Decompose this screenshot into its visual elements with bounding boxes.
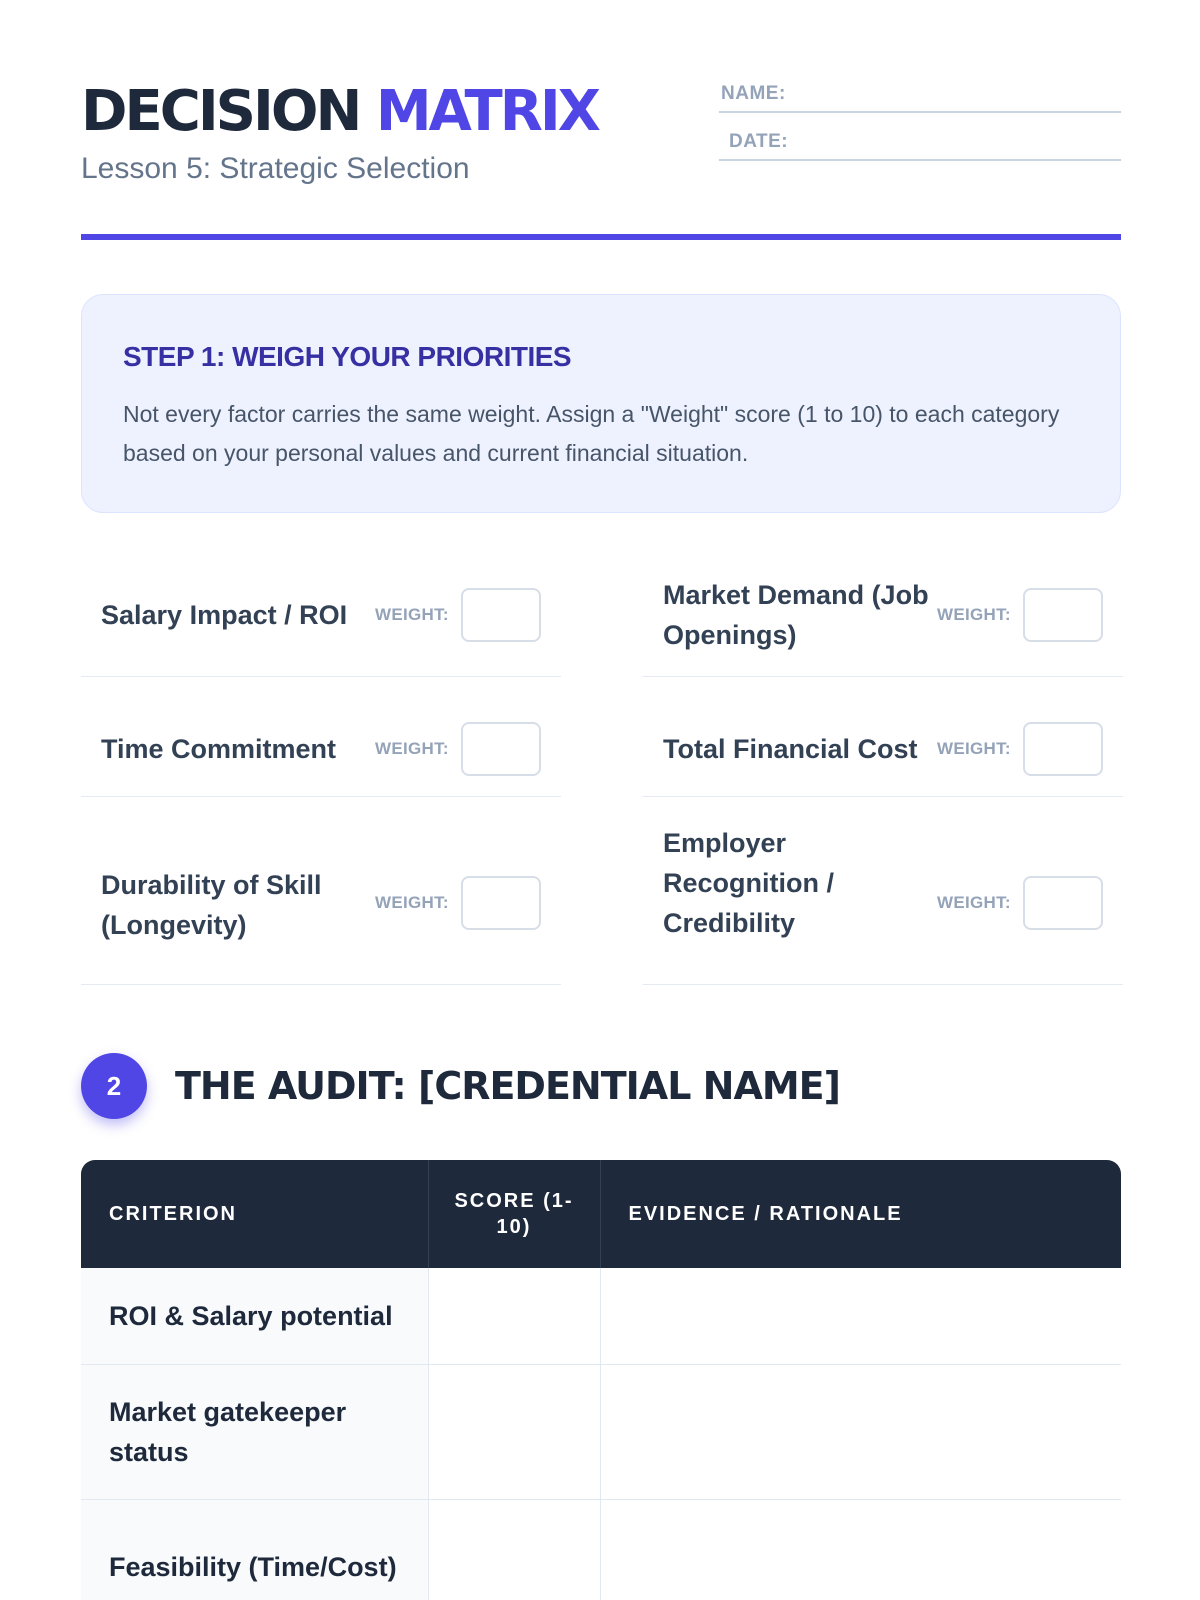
column-header-score: SCORE (1-10) <box>428 1160 600 1268</box>
step1-title: STEP 1: WEIGH YOUR PRIORITIES <box>123 341 572 372</box>
header-divider <box>81 234 1121 240</box>
score-cell[interactable] <box>428 1364 600 1499</box>
table-row <box>81 1364 1121 1499</box>
date-field[interactable] <box>719 125 1121 161</box>
weight-row-salary <box>81 567 561 677</box>
column-header-criterion: CRITERION <box>81 1160 428 1268</box>
header <box>81 60 1121 240</box>
weight-tag: WEIGHT: <box>375 893 449 912</box>
score-cell[interactable] <box>428 1499 600 1600</box>
date-label: DATE: <box>729 131 789 152</box>
weight-factor-label: Total Financial Cost <box>663 734 918 764</box>
weight-row-time <box>81 697 561 797</box>
weight-row-financial-cost <box>643 697 1123 797</box>
weight-tag: WEIGHT: <box>937 893 1011 912</box>
criterion-cell: Feasibility (Time/Cost) <box>81 1499 428 1600</box>
evidence-cell[interactable] <box>600 1364 1121 1499</box>
table-row <box>81 1268 1121 1364</box>
table-row <box>81 1499 1121 1600</box>
weight-factor-label: Durability of Skill (Longevity) <box>101 870 322 940</box>
weight-input-durability[interactable] <box>461 876 541 930</box>
weight-input-employer-recognition[interactable] <box>1023 876 1103 930</box>
weight-row-employer-recognition <box>643 817 1123 985</box>
evidence-cell[interactable] <box>600 1268 1121 1364</box>
weight-input-time[interactable] <box>461 722 541 776</box>
step1-text: Not every factor carries the same weight. Assign a "Weight" score (1 to 10) to each category based on your personal values and current financial situation. <box>123 401 1060 466</box>
weight-row-durability <box>81 817 561 985</box>
evidence-cell[interactable] <box>600 1499 1121 1600</box>
weight-tag: WEIGHT: <box>375 605 449 624</box>
column-header-evidence: EVIDENCE / RATIONALE <box>600 1160 1121 1268</box>
weight-factor-label: Time Commitment <box>101 734 337 764</box>
step2-number-badge: 2 <box>81 1053 147 1119</box>
score-cell[interactable] <box>428 1268 600 1364</box>
name-field[interactable] <box>719 77 1121 113</box>
page-title <box>81 79 598 144</box>
name-label: NAME: <box>721 83 786 104</box>
criterion-cell: ROI & Salary potential <box>81 1268 428 1364</box>
lesson-subtitle: Lesson 5: Strategic Selection <box>81 152 470 185</box>
title-main: DECISION <box>81 79 360 144</box>
audit-table <box>81 1160 1121 1600</box>
weight-input-salary[interactable] <box>461 588 541 642</box>
weight-factor-label: Market Demand (Job Openings) <box>663 580 929 650</box>
table-header-row <box>81 1160 1121 1268</box>
title-accent: MATRIX <box>375 79 598 144</box>
weight-tag: WEIGHT: <box>375 739 449 758</box>
weight-factor-label: Employer Recognition / Credibility <box>663 828 834 938</box>
weight-tag: WEIGHT: <box>937 739 1011 758</box>
criterion-cell: Market gatekeeper status <box>81 1364 428 1499</box>
weight-input-market-demand[interactable] <box>1023 588 1103 642</box>
step1-instructions <box>81 294 1121 513</box>
weight-tag: WEIGHT: <box>937 605 1011 624</box>
weight-input-financial-cost[interactable] <box>1023 722 1103 776</box>
weight-factor-label: Salary Impact / ROI <box>101 600 348 630</box>
audit-title: THE AUDIT: [CREDENTIAL NAME] <box>175 1064 840 1108</box>
weight-row-market-demand <box>643 567 1123 677</box>
